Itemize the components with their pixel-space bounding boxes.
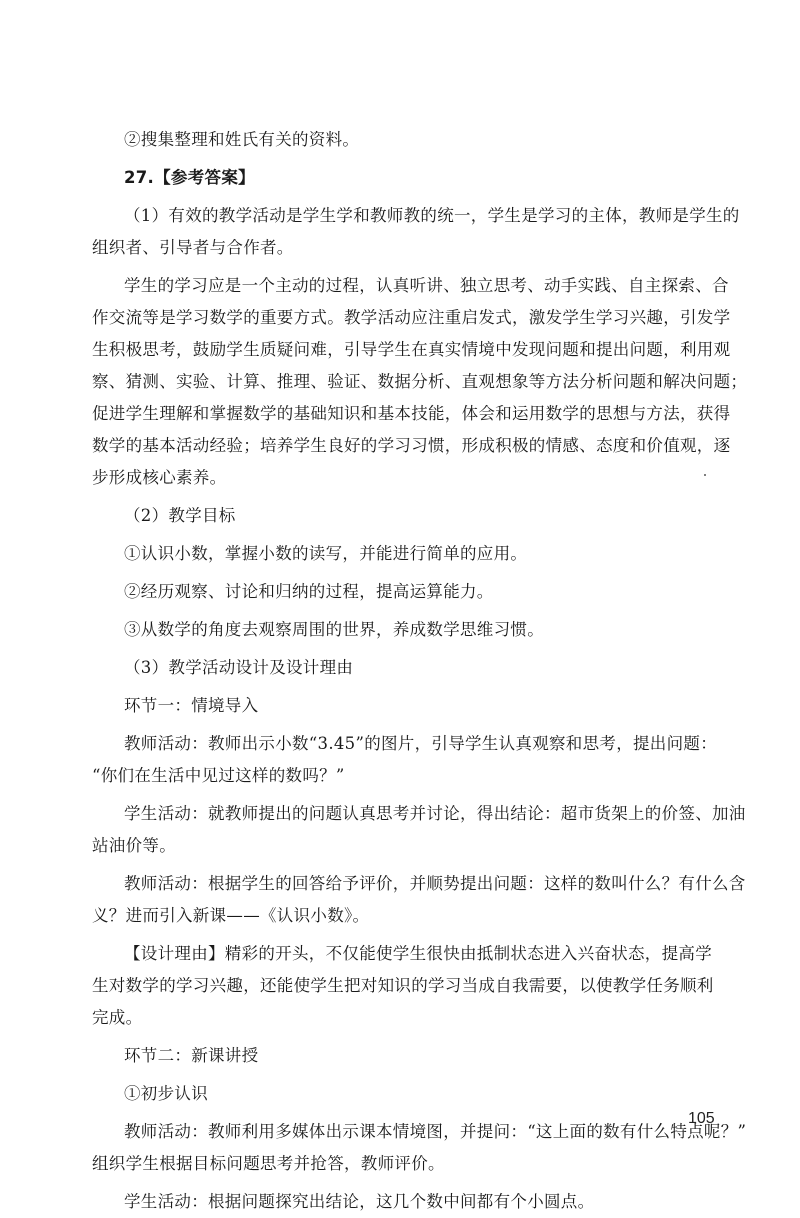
text-line: ③从数学的角度去观察周围的世界，养成数学思维习惯。	[124, 620, 544, 639]
text-line: 教师活动：根据学生的回答给予评价，并顺势提出问题：这样的数叫什么？有什么含	[124, 874, 746, 893]
text-line: 完成。	[92, 1008, 143, 1027]
text-line: （2）教学目标	[124, 506, 236, 525]
text-line: 察、猜测、实验、计算、推理、验证、数据分析、直观想象等方法分析问题和解决问题；	[92, 372, 748, 391]
text-line: 促进学生理解和掌握数学的基础知识和基本技能，体会和运用数学的思想与方法，获得	[92, 404, 731, 423]
text-line: 站油价等。	[92, 836, 176, 855]
paragraph	[92, 690, 718, 722]
paragraph	[92, 938, 718, 1034]
paragraph	[92, 500, 718, 532]
paragraph	[92, 1186, 718, 1218]
paragraph	[92, 200, 740, 264]
paragraph	[92, 124, 718, 156]
paragraph	[92, 728, 718, 792]
text-line: （1）有效的教学活动是学生学和教师教的统一，学生是学习的主体，教师是学生的	[124, 206, 740, 225]
text-line: “你们在生活中见过这样的数吗？”	[92, 766, 345, 785]
text-line: 教师活动：教师出示小数“3.45”的图片，引导学生认真观察和思考，提出问题：	[124, 734, 718, 753]
paragraph	[92, 868, 746, 932]
text-line: 学生活动：就教师提出的问题认真思考并讨论，得出结论：超市货架上的价签、加油	[124, 804, 746, 823]
text-line: 数学的基本活动经验；培养学生良好的学习习惯，形成积极的情感、态度和价值观，逐	[92, 436, 731, 455]
paragraph	[92, 1078, 718, 1110]
text-line: 作交流等是学习数学的重要方式。教学活动应注重启发式，激发学生学习兴趣，引发学	[92, 308, 731, 327]
text-line: 步形成核心素养。	[92, 468, 227, 487]
text-line: 环节二：新课讲授	[124, 1046, 259, 1065]
text-line: 【设计理由】精彩的开头，不仅能使学生很快由抵制状态进入兴奋状态，提高学	[124, 944, 712, 963]
text-line: 生积极思考，鼓励学生质疑问难，引导学生在真实情境中发现问题和提出问题，利用观	[92, 340, 731, 359]
text-line: 组织学生根据目标问题思考并抢答，教师评价。	[92, 1154, 445, 1173]
text-line: 生对数学的学习兴趣，还能使学生把对知识的学习当成自我需要，以使教学任务顺利	[92, 976, 714, 995]
scan-speck	[704, 474, 706, 476]
paragraph	[92, 538, 718, 570]
text-line: 组织者、引导者与合作者。	[92, 238, 294, 257]
text-line: ②经历观察、讨论和归纳的过程，提高运算能力。	[124, 582, 494, 601]
paragraph	[92, 270, 748, 494]
paragraph	[92, 614, 718, 646]
text-line: 学生的学习应是一个主动的过程，认真听讲、独立思考、动手实践、自主探索、合	[124, 276, 729, 295]
text-line: ②搜集整理和姓氏有关的资料。	[124, 130, 360, 149]
text-line: （3）教学活动设计及设计理由	[124, 658, 354, 677]
text-line: 义？进而引入新课——《认识小数》。	[92, 906, 370, 925]
paragraph	[92, 798, 746, 862]
paragraph	[92, 1116, 747, 1180]
page-number: 105	[688, 1110, 715, 1127]
text-line: 环节一：情境导入	[124, 696, 259, 715]
text-line: ①认识小数，掌握小数的读写，并能进行简单的应用。	[124, 544, 528, 563]
page-body	[92, 124, 748, 1218]
paragraph	[92, 1040, 718, 1072]
text-line: 学生活动：根据问题探究出结论，这几个数中间都有个小圆点。	[124, 1192, 595, 1211]
text-line: ①初步认识	[124, 1084, 208, 1103]
paragraph	[92, 576, 718, 608]
paragraph	[92, 652, 718, 684]
paragraph	[92, 162, 718, 194]
text-line: 27.【参考答案】	[124, 168, 255, 187]
text-line: 教师活动：教师利用多媒体出示课本情境图，并提问：“这上面的数有什么特点呢？”	[124, 1122, 747, 1141]
